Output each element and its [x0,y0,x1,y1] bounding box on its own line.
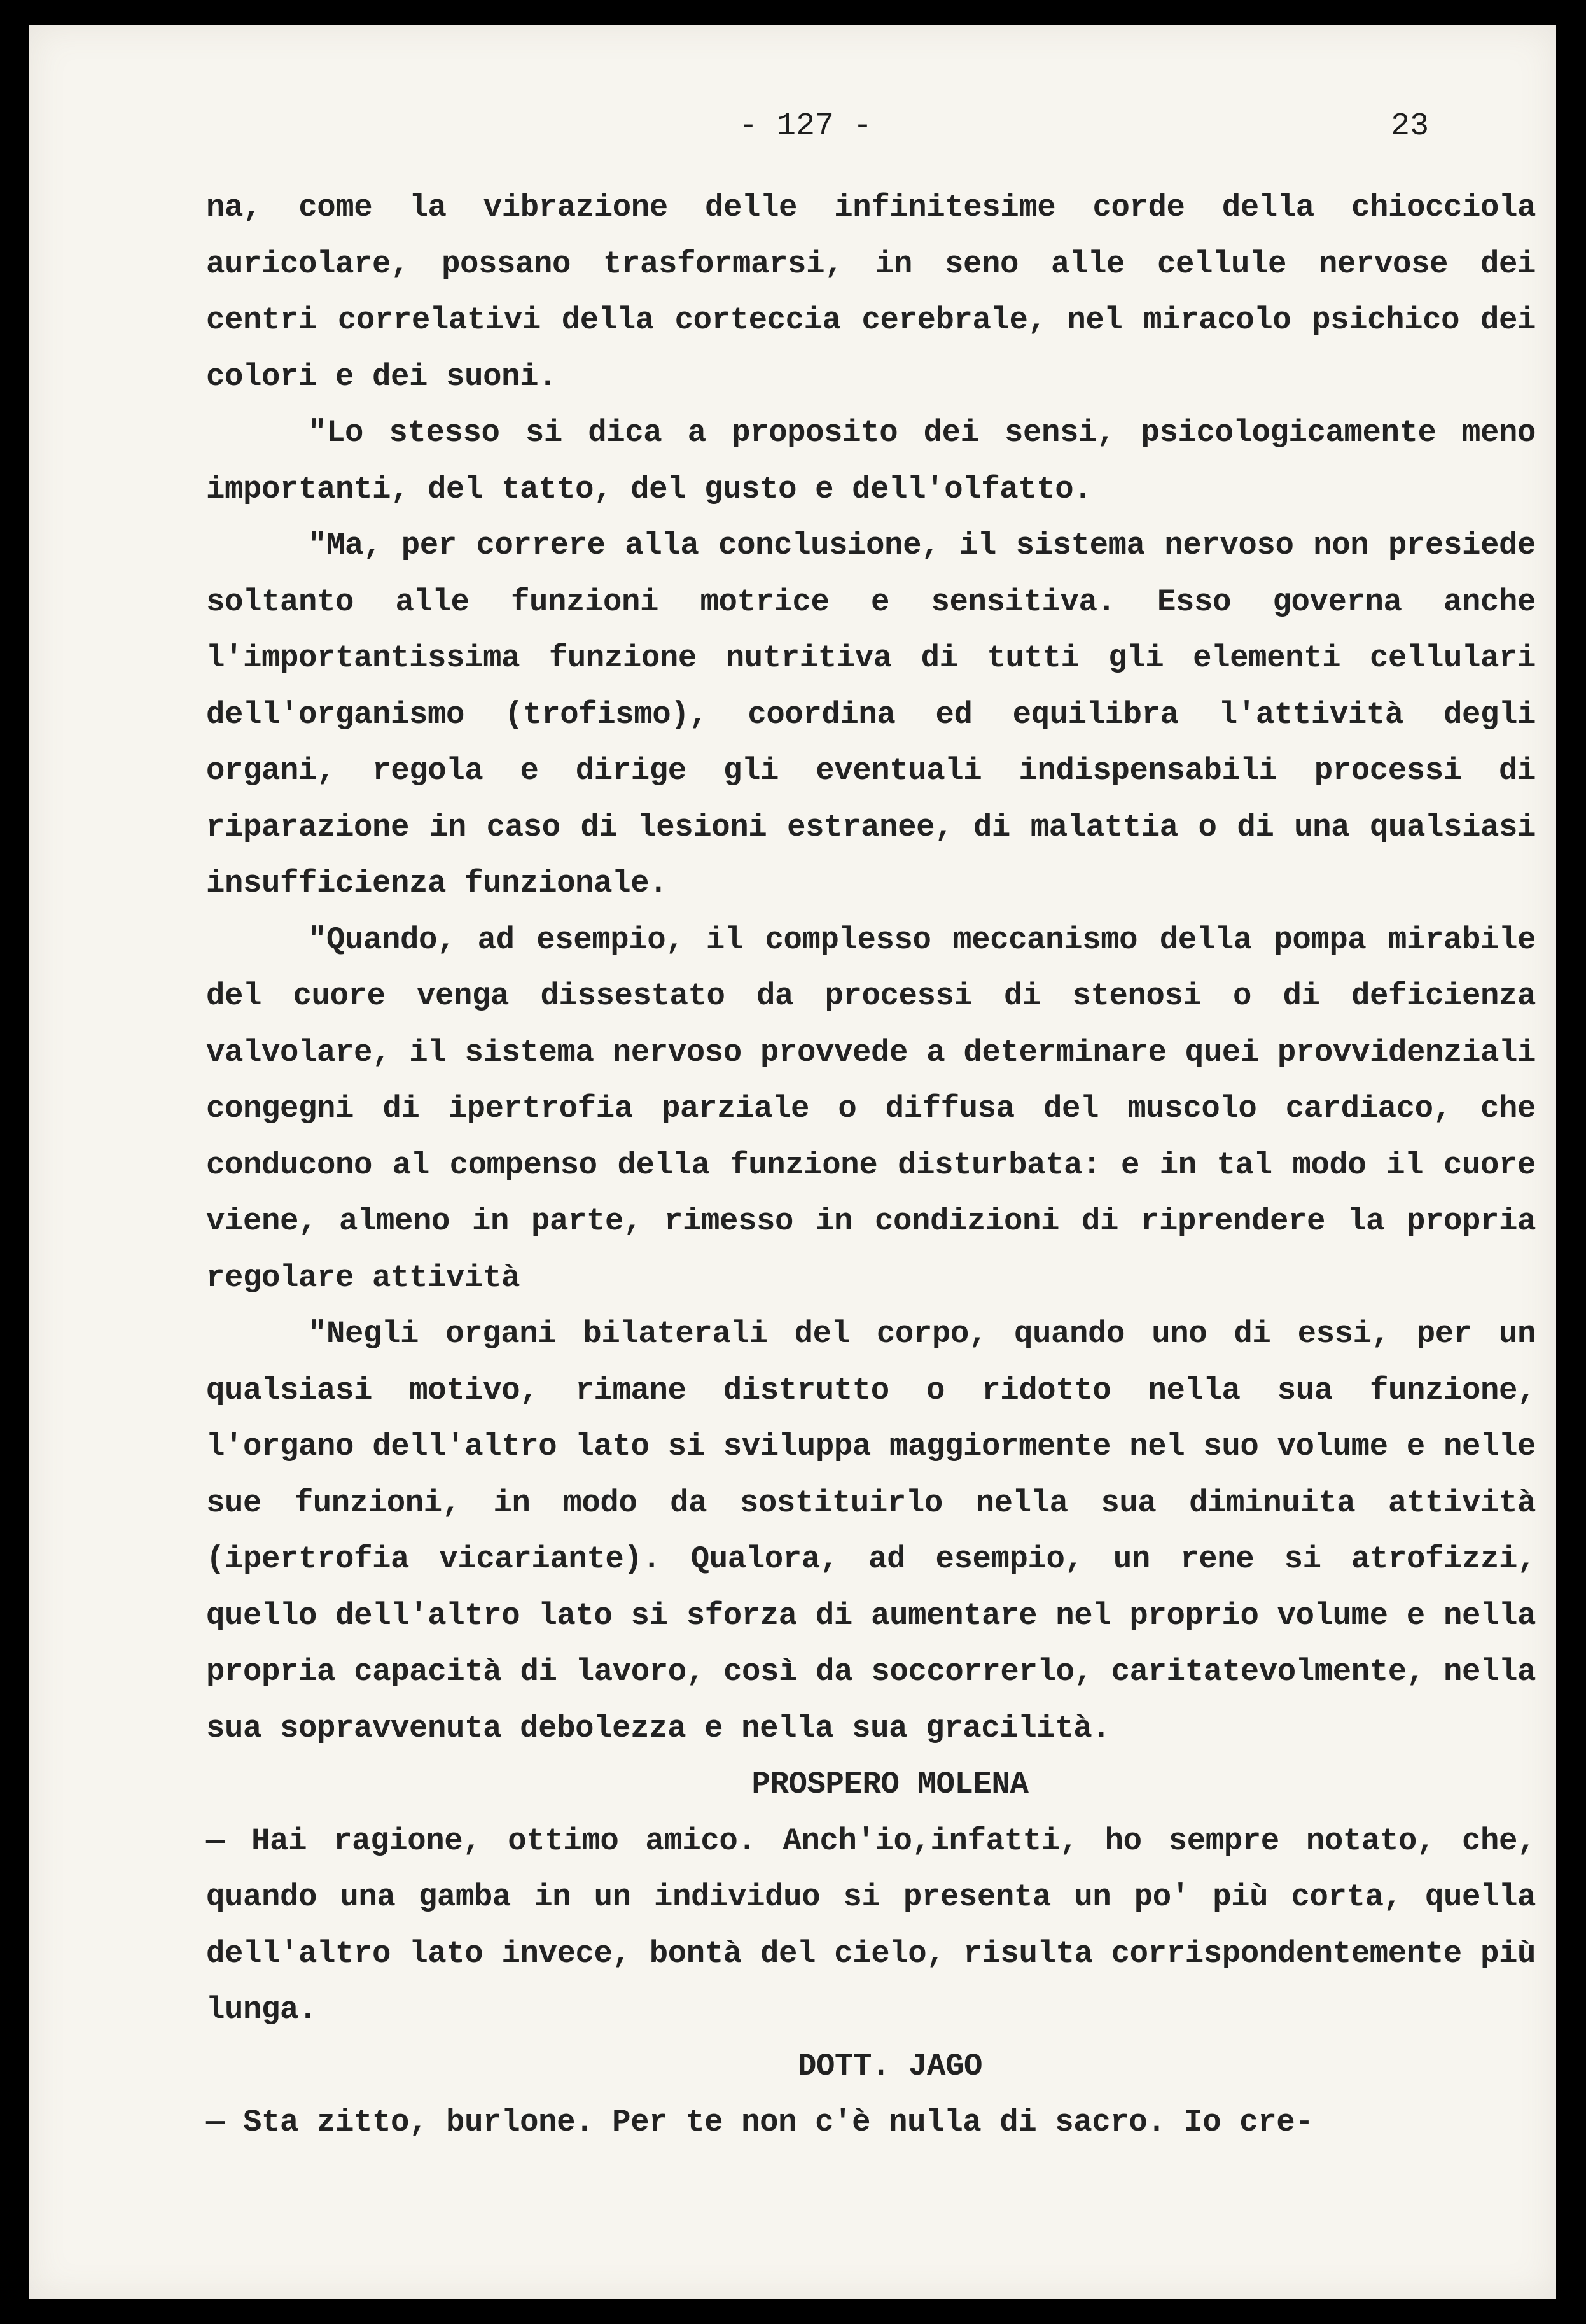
paragraph-senses: "Lo stesso si dica a proposito dei sensi, psicologicamente meno importanti, del tatto, del gusto e dell'olfatto. [206,415,1536,507]
page-number: - 127 - [738,108,873,144]
paragraph-continued: na, come la vibrazione delle infinitesime corde della chiocciola auricolare, possano trasformarsi, in seno alle cellule nervose dei centri correlativi della corteccia cerebrale, nel miracolo psichico dei colori e dei suoni. [206,190,1536,395]
paragraph-bilateral-organs: "Negli organi bilaterali del corpo, quando uno di essi, per un qualsiasi motivo, rimane distrutto o ridotto nella sua funzione, l'organo dell'altro lato si sviluppa maggiormente nel suo volume e nelle sue funzioni, in modo da sostituirlo nella sua diminuita attività (ipertrofia vicariante). Qualora, ad esempio, un rene si atrofizzi, quello dell'altro lato si sforza di aumentare nel proprio volume e nella propria capacità di lavoro, così da soccorrerlo, caritatevolmente, nella sua sopravvenuta debolezza e nella sua gracilità. [206,1316,1536,1746]
paragraph-nervous-system: "Ma, per correre alla conclusione, il sistema nervoso non presiede soltanto alle funzioni motrice e sensitiva. Esso governa anche l'importantissima funzione nutritiva di tutti gli elementi cellulari dell'organismo (trofismo), coordina ed equilibra l'attività degli organi, regola e dirige gli eventuali indispensabili processi di riparazione in caso di lesioni estranee, di malattia o di una qualsiasi insufficienza funzionale. [206,528,1536,901]
speaker-name-jago: DOTT. JAGO [797,2048,983,2084]
speaker-name-molena: PROSPERO MOLENA [751,1767,1029,1802]
folio-number: 23 [1390,108,1429,144]
dialogue-molena: — Hai ragione, ottimo amico. Anch'io,infatti, ho sempre notato, che, quando una gamba in un individuo si presenta un po' più corta, quella dell'altro lato invece, bontà del cielo, risulta corrispondentemente più lunga. [206,1823,1536,2027]
dialogue-jago: — Sta zitto, burlone. Per te non c'è nulla di sacro. Io cre- [206,2104,1314,2140]
page-body [206,179,1536,2151]
paragraph-heart: "Quando, ad esempio, il complesso meccanismo della pompa mirabile del cuore venga dissestato da processi di stenosi o di deficienza valvolare, il sistema nervoso provvede a determinare quei provvidenziali congegni di ipertrofia parziale o diffusa del muscolo cardiaco, che conducono al compenso della funzione disturbata: e in tal modo il cuore viene, almeno in parte, rimesso in condizioni di riprendere la propria regolare attività [206,921,1536,1296]
